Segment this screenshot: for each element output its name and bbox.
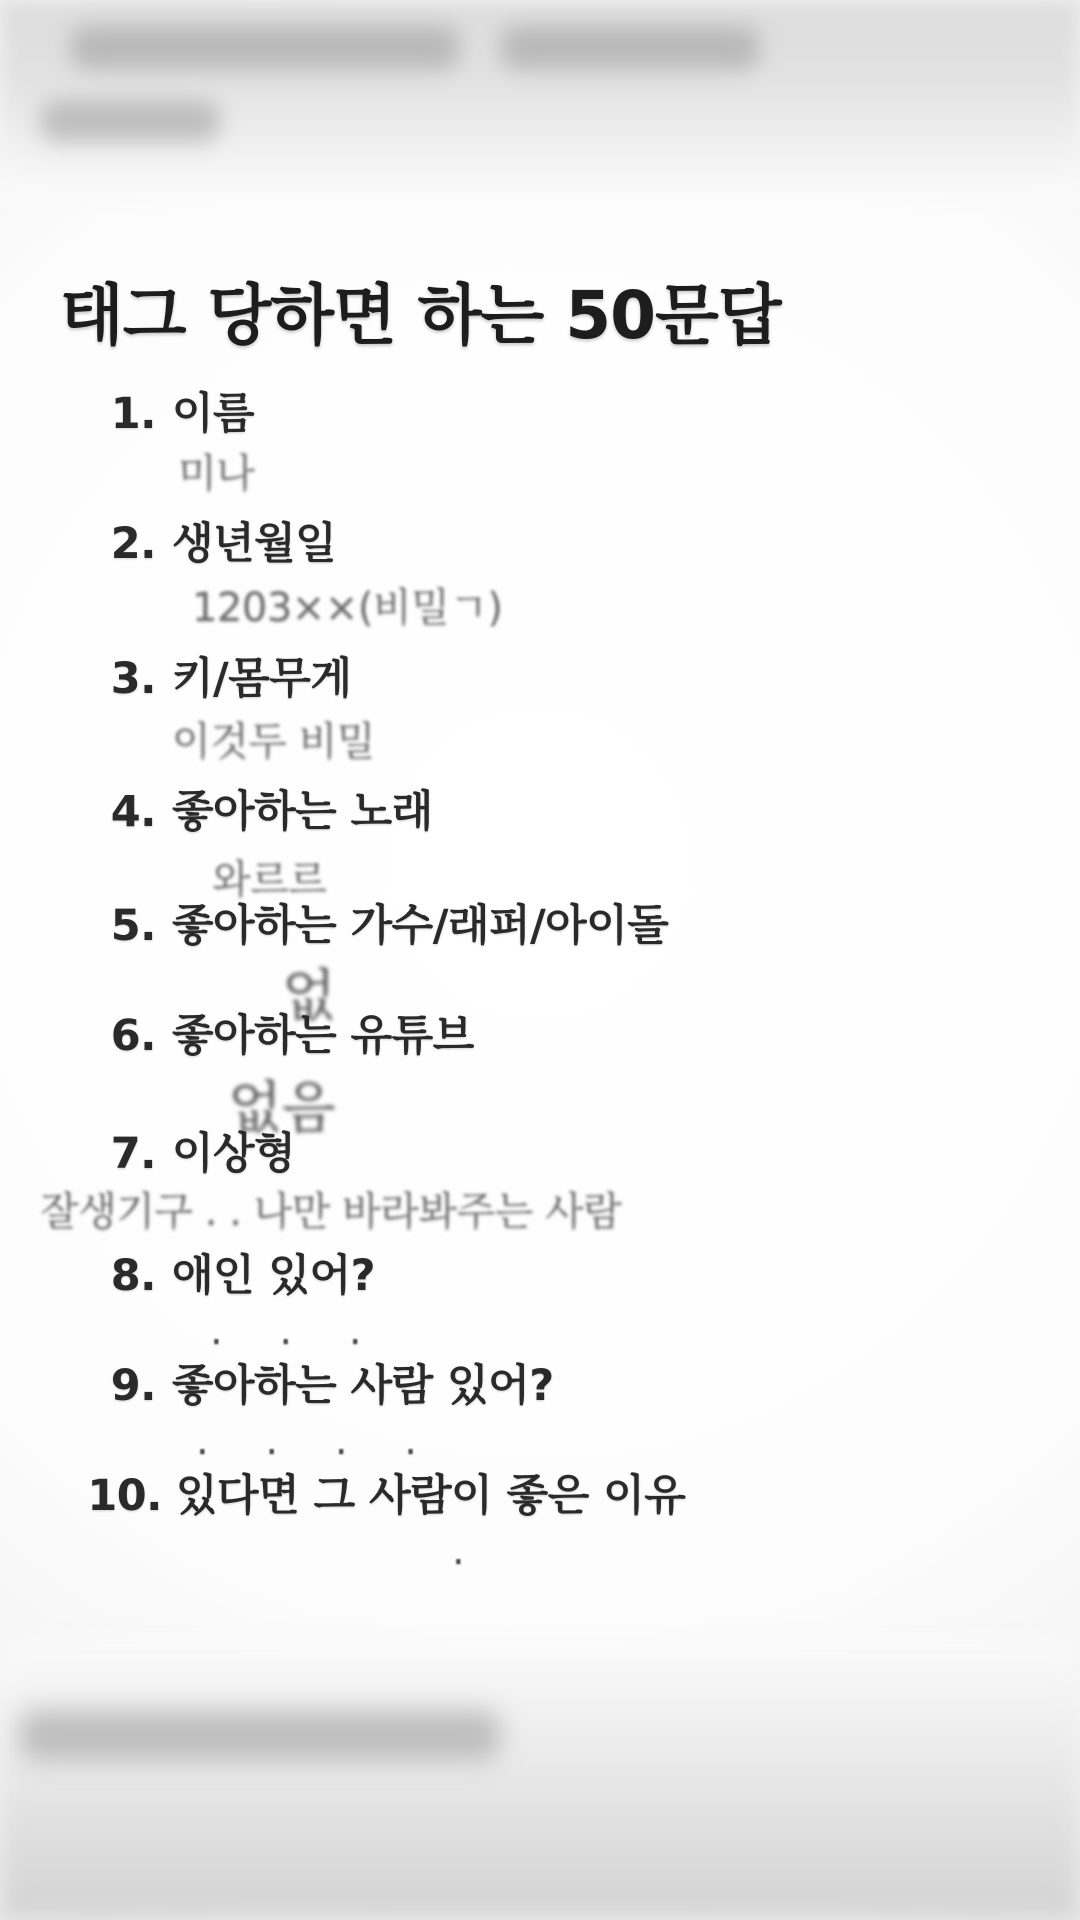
answer-text: 없음 [228, 1076, 336, 1141]
question-text: 좋아하는 노래 [172, 787, 433, 837]
question-number: 4. [110, 787, 156, 837]
question-row [100, 380, 254, 441]
question-row [100, 510, 336, 571]
question-row [76, 1462, 685, 1523]
answer-text: 1203××(비밀ㄱ) [192, 585, 503, 631]
page-title: 태그 당하면 하는 50문답 [60, 277, 781, 354]
question-row [100, 1120, 295, 1181]
question-number: 9. [110, 1361, 156, 1411]
answer-text: 미나 [178, 451, 255, 497]
question-row [100, 1002, 474, 1063]
answer-text: . . . . [196, 1418, 440, 1464]
question-number: 8. [110, 1251, 156, 1301]
answer-text: 잘생기구 . . 나만 바라봐주는 사람 [40, 1189, 622, 1235]
question-text: 좋아하는 가수/래퍼/아이돌 [172, 901, 669, 951]
question-text: 좋아하는 유튜브 [172, 1011, 474, 1061]
question-row [100, 1352, 554, 1413]
question-number: 2. [110, 519, 156, 569]
answer-text: 없 [282, 964, 336, 1029]
question-text: 이상형 [172, 1129, 296, 1179]
question-text: 있다면 그 사람이 좋은 이유 [176, 1471, 686, 1521]
question-number: 5. [110, 901, 156, 951]
question-row [100, 645, 351, 706]
blurred-text-block [20, 1710, 500, 1760]
answer-text: . [452, 1528, 487, 1574]
blurred-bottom-band [0, 1640, 1080, 1920]
question-row [100, 1242, 375, 1303]
question-text: 생년월일 [172, 519, 337, 569]
answer-text: 와르르 [212, 857, 327, 903]
question-row [100, 892, 668, 953]
answer-text: . . . [210, 1308, 384, 1354]
question-number: 3. [110, 654, 156, 704]
question-number: 6. [110, 1011, 156, 1061]
question-text: 애인 있어? [172, 1251, 376, 1301]
question-number: 7. [110, 1129, 156, 1179]
answer-text: 이것두 비밀 [172, 719, 375, 765]
question-text: 키/몸무게 [172, 654, 352, 704]
question-text: 이름 [172, 389, 255, 439]
question-text: 좋아하는 사람 있어? [172, 1361, 554, 1411]
question-number: 1. [110, 389, 156, 439]
question-number: 10. [87, 1471, 162, 1521]
question-row [100, 778, 433, 839]
